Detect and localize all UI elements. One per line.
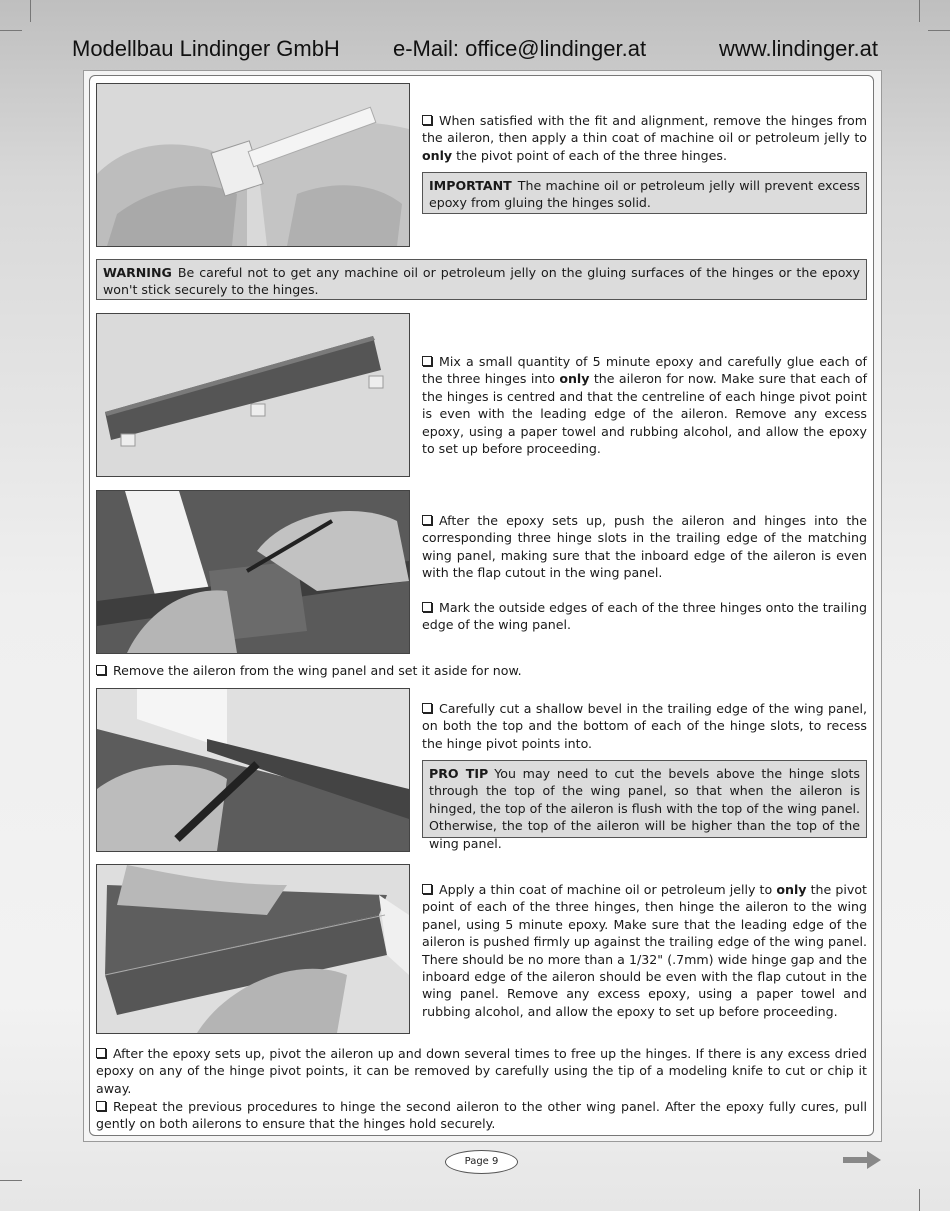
checkbox-icon[interactable] — [96, 1048, 106, 1058]
photo-aileron-hinges — [96, 313, 410, 477]
company-website[interactable]: www.lindinger.at — [719, 36, 878, 61]
checkbox-icon[interactable] — [422, 884, 432, 894]
checkbox-icon[interactable] — [422, 703, 432, 713]
page-number: Page 9 — [445, 1150, 518, 1174]
photo-hinge-oiling — [96, 83, 410, 247]
step-remove-aileron: Remove the aileron from the wing panel and set it aside for now. — [96, 662, 867, 679]
checkbox-icon[interactable] — [96, 1101, 106, 1111]
crop-mark — [0, 1180, 22, 1181]
checkbox-icon[interactable] — [96, 665, 106, 675]
crop-mark — [30, 0, 31, 22]
step-remove-hinges-oil: When satisfied with the fit and alignment, remove the hinges from the aileron, then apply a thin coat of machine oil or petroleum jelly to only the pivot point of each of the three hinges. — [422, 113, 867, 163]
step-mark-edges: Mark the outside edges of each of the three hinges onto the trailing edge of the wing panel. — [422, 600, 867, 633]
step-glue-hinges: Mix a small quantity of 5 minute epoxy and carefully glue each of the three hinges into only the aileron for now. Make sure that each of the hinges is centred and that the centreline of each hinge pivot point is even with the leading edge of the aileron. Remove any excess epoxy, using a paper towel and rubbing alcohol, and allow the epoxy to set up before proceeding. — [422, 354, 867, 457]
crop-mark — [0, 30, 22, 31]
next-page-arrow-icon[interactable] — [843, 1151, 881, 1169]
photo-mark-hinge-edges — [96, 490, 410, 654]
warning-note: WARNING Be careful not to get any machine oil or petroleum jelly on the gluing surfaces of the hinges or the epoxy won't stick securely to the hinges. — [96, 259, 867, 300]
photo-hinge-aileron — [96, 864, 410, 1034]
checkbox-icon[interactable] — [422, 356, 432, 366]
step-push-aileron: After the epoxy sets up, push the aileron and hinges into the corresponding three hinge slots in the trailing edge of the matching wing panel, making sure that the inboard edge of the aileron is even with the flap cutout in the wing panel. — [422, 513, 867, 581]
crop-mark — [928, 30, 950, 31]
pro-tip-note: PRO TIP You may need to cut the bevels above the hinge slots through the top of the wing panel, so that when the aileron is hinged, the top of the aileron is flush with the top of the wing panel. Otherwise, the top of the aileron will be higher than the top of the wing panel. — [422, 760, 867, 838]
checkbox-icon[interactable] — [422, 602, 432, 612]
step-apply-oil-hinge: Apply a thin coat of machine oil or petroleum jelly to only the pivot point of each of the three hinges, then hinge the aileron to the wing panel, using 5 minute epoxy. Make sure that the leading edge of the aileron is pushed firmly up against the trailing edge of the wing panel. There should be no more than a 1/32" (.7mm) wide hinge gap and the inboard edge of the aileron should be even with the flap cutout in the wing panel. Remove any excess epoxy, using a paper towel and rubbing alcohol, and allow the epoxy to set up before proceeding. — [422, 882, 867, 1019]
crop-mark — [919, 1189, 920, 1211]
important-note: IMPORTANT The machine oil or petroleum jelly will prevent excess epoxy from gluing the hinges solid. — [422, 172, 867, 214]
company-name: Modellbau Lindinger GmbH — [72, 36, 340, 61]
step-cut-bevel: Carefully cut a shallow bevel in the trailing edge of the wing panel, on both the top and the bottom of each of the hinge slots, to recess the hinge pivot points into. — [422, 701, 867, 751]
crop-mark — [919, 0, 920, 22]
checkbox-icon[interactable] — [422, 115, 432, 125]
checkbox-icon[interactable] — [422, 515, 432, 525]
step-free-hinges: After the epoxy sets up, pivot the aileron up and down several times to free up the hinges. If there is any excess dried epoxy on any of the hinge pivot points, it can be removed by carefully using the tip of a modeling knife to cut or chip it away. — [96, 1046, 867, 1096]
photo-cut-bevel — [96, 688, 410, 852]
page-header — [72, 36, 878, 66]
step-repeat-second-aileron: Repeat the previous procedures to hinge the second aileron to the other wing panel. After the epoxy fully cures, pull gently on both ailerons to ensure that the hinges hold securely. — [96, 1099, 867, 1132]
contact-email[interactable]: e-Mail: office@lindinger.at — [393, 36, 647, 61]
